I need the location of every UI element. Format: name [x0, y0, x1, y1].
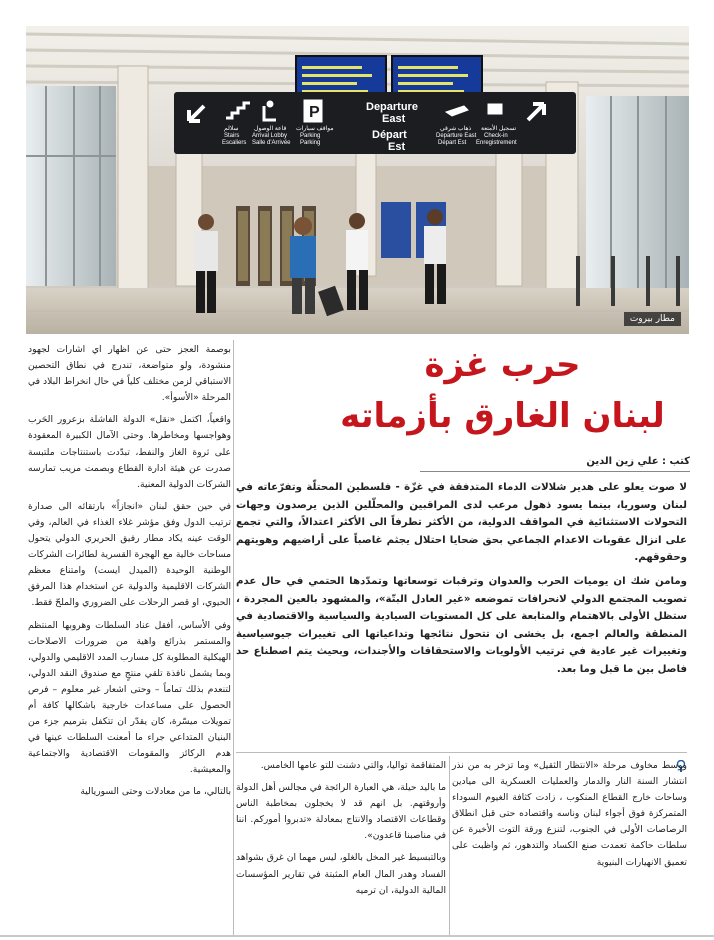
section-divider	[236, 752, 687, 753]
sign-checkin-ar: تسجيل الأمتعة	[481, 126, 517, 132]
sign-checkin-en: Check-in	[484, 133, 508, 139]
sign-est: Est	[388, 141, 406, 153]
sign-stairs-fr: Escaliers	[222, 140, 247, 146]
right-column	[452, 758, 687, 877]
headline-line-1: حرب غزة	[424, 345, 581, 385]
body-paragraph: في حين حقق لبنان «انجازاً» بارتقائه الى صدارة ترتيب الدول وفق مؤشر غلاء الغذاء في العالم، وفي الوقت عينه يكاد مطار رفيق الحريري الدولي يتحول مساحات خالية مع الهجرة القسرية لطائرات الشركات الوطنية الوحيدة (الميدل ايست) وامتناع معظم الشركات الاقليمية والدولية عن استخدام هذا المرفق الحيوي، او قصر الرحلات على الضروري والملحّ فقط.	[28, 500, 231, 609]
airport-photo	[26, 26, 689, 334]
sign-dep-east-en: Departure East	[436, 133, 477, 139]
byline: كتب : علي زين الدين	[586, 456, 690, 467]
sign-dep-east-ar: ذهاب شرقي	[440, 126, 472, 132]
byline-divider	[420, 471, 690, 472]
page-bottom-rule	[0, 935, 714, 937]
body-paragraph: ما باليد حيلة، هي العبارة الرائجة في مجالس أهل الدولة وأروقتهم. بل انهم قد لا يخجلون بمخاطبة الناس وقطاعات الاقتصاد والانتاج بمعادلة «تدبروا أموركم. اننا في مناصبنا قاعدون».	[236, 782, 446, 842]
lead-column	[236, 479, 687, 685]
body-paragraph: واقعياً، اكتمل «نقل» الدولة الفاشلة بزعرور الحَرب وهواجسها ومخاطرها. وحتى الآمال الكبيرة المعقودة على ثروة الغاز والنفط، تبدّدت باستنتاجات ملتبسة صدرت عن هيئة ادارة القطاع وبصمت مريب تمارسه الشركات الدولية المعنية.	[28, 414, 231, 490]
column-divider	[233, 340, 234, 935]
sign-checkin-fr: Enregistrement	[476, 140, 517, 146]
sign-east: East	[382, 113, 406, 125]
lead-paragraph: لا صوت يعلو على هدير شلالات الدماء المتدفقة في غزّة - فلسطين المحتلّة وتفرّعاته في لبنان وسوريا، بينما يسود ذهول مرعب لدى المراقبين والمحلّلين الذين يرصدون وجهات التحولات الاستثنائية في المواقف الدولية، من الأكثر تطرفاً الى الأكثر اعتدالاً، والتي تجمع على انزال عقوبات الاعدام الجماعي بحق ضحايا احتلال يجثم غاصباً على أراضيهم وهويتهم وحقوقهم.	[236, 482, 687, 564]
sign-parking-en: Parking	[300, 133, 321, 139]
checkin-icon	[488, 104, 502, 114]
body-paragraph: ووسط مخاوف مرحلة «الانتظار الثقيل» وما تزخر به من نذر انتشار السنة النار والدمار والعمليات العسكرية الى ميادين وساحات خارج القطاع المنكوب ، زادت كثافة الغيوم السوداء المتمركزة فوق أجواء لبنان وناسه واقتصاده حتى قبل انطلاق الرصاصات الأولى في الجنوب، لتنزع ورقة التوت الأخيرة عن سلطات حاكمة تعمدت صنع الكساد والتدهور، ثم واظبت على تعميق الانهيارات البنيوية	[452, 760, 687, 868]
photo-caption: مطار بيروت	[624, 312, 681, 326]
body-paragraph: وبالتبسيط غير المخل بالغلو، ليس مهما ان غرق بشواهد الفساد وهدر المال العام المثبتة في تقارير المؤسسات المالية الدولية، ان ترميه	[236, 852, 446, 896]
sign-arrival-fr: Salle d'Arrivée	[252, 140, 291, 146]
middle-column	[236, 758, 446, 905]
article-headline	[320, 340, 685, 442]
sign-arrival-ar: قاعة الوصول	[254, 126, 287, 132]
sign-depart: Départ	[372, 129, 407, 141]
sign-parking-ar: مواقف سيارات	[296, 126, 334, 132]
body-paragraph: وفي الأساس، أفقل عناد السلطات وهروبها المنتظم والمستمر بذرائع واهية من ضرورات الاصلاحات الهيكلية المطلوبة كل مسارب المدد الاقليمي والدولي، وبما يشمل نافذة تلقي منتجٍ مع صندوق النقد الدولي، لتنعدم بذلك تماماً – وحتى اشعار غير معلوم – فرص الحصول على مساعدات خارجية باشكالها كافة أم تمويلات ميسّرة، كان يقدّر ان تتكفل بترميم جزء من البنيان المتداعي جراء ما أمعنت السلطات عينها في هدم الركائز والمقومات الاقتصادية والاجتماعية والمعيشية.	[28, 619, 231, 776]
body-paragraph: المتفاقمة تواليا، والتي دشنت للتو عامها الخامس.	[260, 760, 446, 771]
body-paragraph: بالتالي، ما من معادلات وحتى السوريالية	[80, 786, 231, 798]
lead-paragraph: ومامن شك ان يوميات الحرب والعدوان وترقبات توسعاتها وتمدّدها الحتمي في حال عدم تصويب المجتمع الدولي لانحرافات تموضعه «غير العادل البتّة»، والمشهود بالعين المجردة ، ستظل الأولى بالاهتمام والمتابعة على كل المستويات السيادية والسياسية والاقتصادية في المنطقة والعالم اجمع، بل يخشى ان تتحول نتائجها وتداعياتها الى تغييرات جيوسياسية وتغييرات غير عادية في ترتيب الأولويات والاستحقاقات والأجندات، وبحيث يتم اصطناع حد فاصل بين ما قبل وما بعد.	[236, 575, 687, 675]
parking-letter: P	[309, 104, 320, 121]
sign-departure: Departure	[366, 101, 418, 113]
body-paragraph: بوصمة العجز حتى عن اظهار اي اشارات لجهود منشودة، ولو متواضعة، تندرج في نطاق التحصين الاستباقي لزمن مختلف كلياً في حال انخراط البلاد في المرحلة «الأسوأ».	[28, 344, 231, 404]
headline-line-2: لبنان الغارق بأزماته	[340, 396, 665, 436]
sign-stairs-ar: سلالم	[224, 126, 239, 132]
airport-hall-illustration	[26, 26, 689, 334]
column-divider	[449, 756, 450, 936]
sign-dep-east-fr: Départ Est	[438, 140, 467, 146]
left-column	[28, 342, 231, 807]
sign-arrival-en: Arrival Lobby	[252, 133, 288, 139]
sign-stairs-en: Stairs	[224, 133, 240, 139]
sign-parking-fr: Parking	[300, 140, 321, 146]
